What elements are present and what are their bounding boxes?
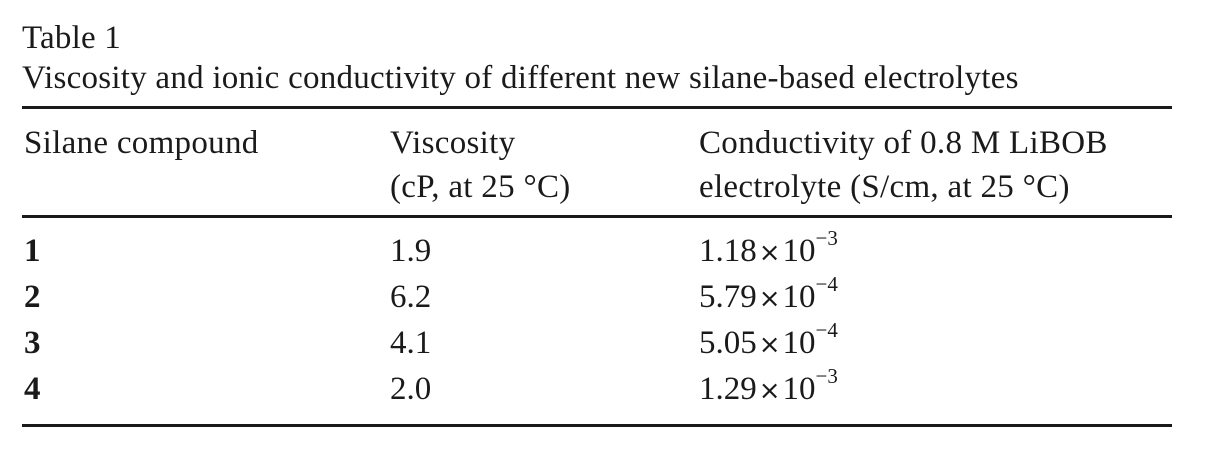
cond-base: 10 <box>782 325 816 361</box>
conductivity-cell <box>699 274 838 322</box>
cond-base: 10 <box>782 233 816 269</box>
cond-mantissa: 5.79 <box>699 279 757 315</box>
conductivity-cell <box>699 320 838 368</box>
cond-mantissa: 5.05 <box>699 325 757 361</box>
times-sign: × <box>758 376 781 406</box>
cond-base: 10 <box>782 371 816 407</box>
viscosity-cell: 1.9 <box>390 233 432 269</box>
table-label: Table 1 <box>22 20 121 56</box>
cond-exponent: −3 <box>815 364 838 388</box>
conductivity-cell <box>699 228 838 276</box>
cond-exponent: −3 <box>815 226 838 250</box>
cond-mantissa: 1.18 <box>699 233 757 269</box>
compound-cell: 3 <box>24 325 41 361</box>
viscosity-cell: 2.0 <box>390 371 432 407</box>
header-col2-line1: Viscosity <box>390 125 516 161</box>
cond-exponent: −4 <box>815 272 838 296</box>
table-row <box>22 274 1172 320</box>
table-container <box>22 18 1172 427</box>
table-title: Viscosity and ionic conductivity of different new silane-based electrolytes <box>22 60 1019 96</box>
table-header <box>22 109 1172 215</box>
cond-base: 10 <box>782 279 816 315</box>
compound-cell: 2 <box>24 279 41 315</box>
viscosity-cell: 6.2 <box>390 279 432 315</box>
table-row <box>22 228 1172 274</box>
times-sign: × <box>758 284 781 314</box>
times-sign: × <box>758 238 781 268</box>
table-row <box>22 320 1172 366</box>
header-conductivity <box>699 121 1108 209</box>
header-silane-compound <box>24 121 259 165</box>
header-viscosity <box>390 121 571 209</box>
cond-exponent: −4 <box>815 318 838 342</box>
header-col3-line2: electrolyte (S/cm, at 25 °C) <box>699 169 1070 205</box>
table-row <box>22 366 1172 412</box>
header-col1-text: Silane compound <box>24 125 259 161</box>
compound-cell: 1 <box>24 233 41 269</box>
compound-cell: 4 <box>24 371 41 407</box>
header-col3-line1: Conductivity of 0.8 M LiBOB <box>699 125 1108 161</box>
cond-mantissa: 1.29 <box>699 371 757 407</box>
conductivity-cell <box>699 366 838 414</box>
header-col2-line2: (cP, at 25 °C) <box>390 169 571 205</box>
table-body <box>22 218 1172 424</box>
times-sign: × <box>758 330 781 360</box>
viscosity-cell: 4.1 <box>390 325 432 361</box>
bottom-rule <box>22 424 1172 427</box>
